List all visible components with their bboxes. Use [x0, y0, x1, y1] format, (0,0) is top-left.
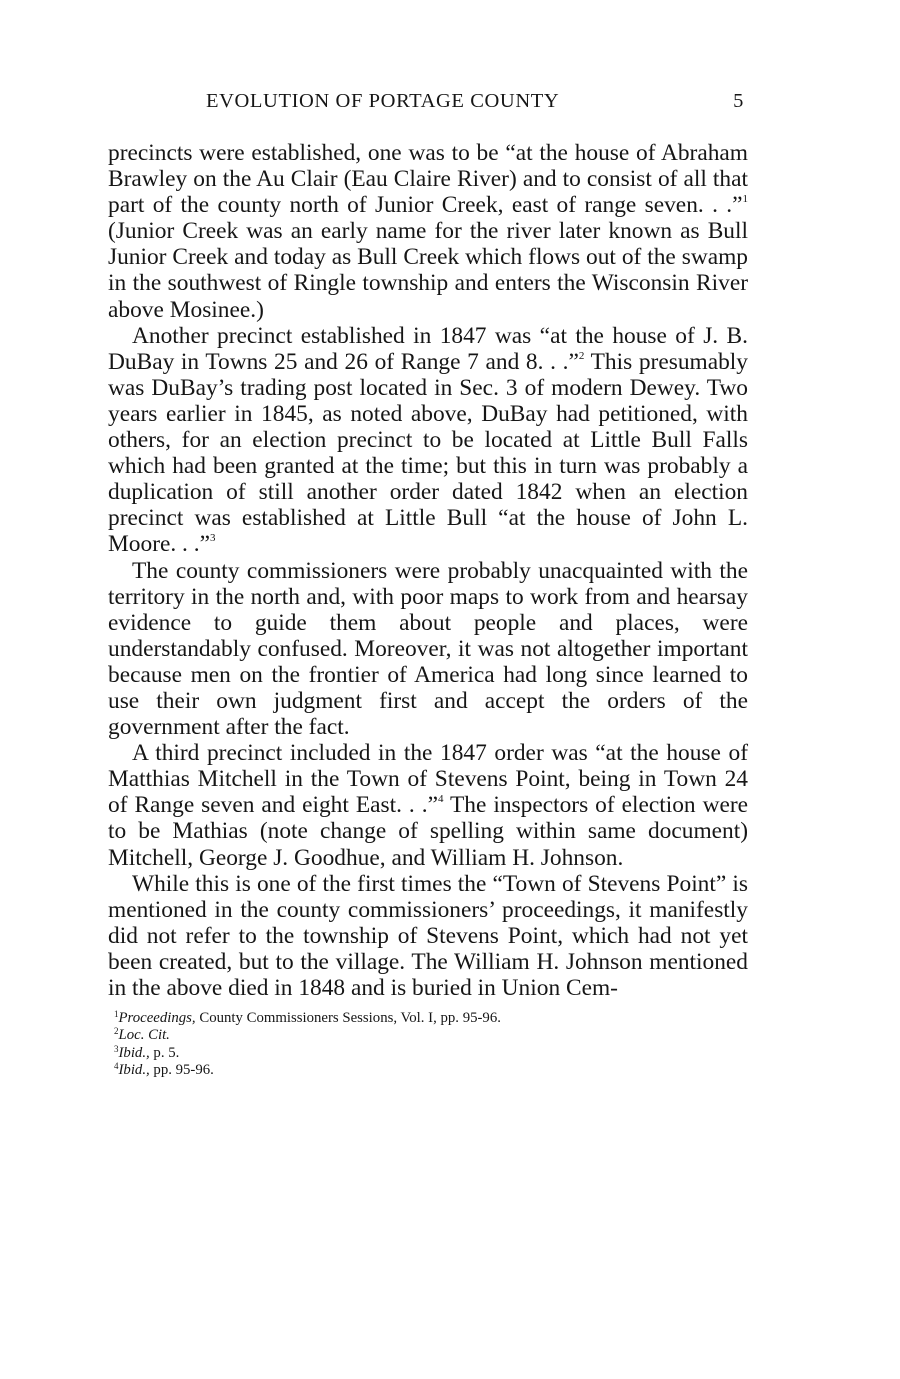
paragraph-text: This presumably was DuBay’s trading post located in Sec. 3 of modern Dewey. Two years earlier in 1845, as noted above, DuBay had petitioned, with others, for an election precinct to be located at Little Bull Falls which had been granted at the time; but this in turn was probably a duplication of still another order dated 1842 when an election precinct was established at Little Bull “at the house of John L. Moore. . .” — [108, 348, 748, 558]
book-page — [108, 90, 748, 1079]
running-title: EVOLUTION OF PORTAGE COUNTY — [206, 90, 560, 112]
paragraph-text: The inspectors of election were to be Mathias (note change of spelling within same document) Mitchell, George J. Goodhue, and William H. Johnson. — [108, 792, 749, 871]
page-number: 5 — [733, 90, 744, 112]
paragraph-3 — [108, 558, 748, 741]
footnote-text: p. 5. — [149, 1044, 180, 1061]
paragraph-text: (Junior Creek was an early name for the river later known as Bull Junior Creek and today as Bull Creek which flows out of the swamp in the southwest of Ringle township and enters the Wisconsin River above Mosinee.) — [108, 218, 748, 323]
footnote-italic: Ibid., — [118, 1061, 150, 1078]
paragraph-text: Another precinct established in 1847 was “at the house of J. B. DuBay in Towns 25 and 26 of Range 7 and 8. . .” — [108, 322, 748, 375]
footnote-italic: Loc. Cit. — [118, 1027, 170, 1044]
footnote-ref: 2 — [578, 349, 585, 362]
footnote-1 — [108, 1010, 748, 1027]
footnote-3 — [108, 1045, 748, 1062]
footnote-text: County Commissioners Sessions, Vol. I, pp. 95-96. — [195, 1010, 501, 1027]
footnote-mark: 4 — [114, 1060, 119, 1071]
paragraph-2 — [108, 323, 748, 558]
paragraph-1 — [108, 140, 748, 323]
footnote-ref: 1 — [742, 193, 748, 206]
paragraph-text: A third precinct included in the 1847 order was “at the house of Matthias Mitchell in the Town of Stevens Point, being in Town 24 of Range seven and eight East. . .” — [108, 740, 748, 819]
footnote-italic: Proceedings, — [118, 1010, 196, 1027]
paragraph-text: The county commissioners were probably unacquainted with the territory in the north and, with poor maps to work from and hearsay evidence to guide them about people and places, were understandably confused. Moreover, it was not altogether important because men on the frontier of America had long since learned to use their own judgment first and accept the orders of the government after the fact. — [108, 557, 748, 741]
footnote-ref: 4 — [437, 793, 444, 806]
paragraph-5 — [108, 871, 748, 1001]
footnote-italic: Ibid., — [118, 1044, 150, 1061]
footnote-4 — [108, 1062, 748, 1079]
paragraph-4 — [108, 740, 748, 870]
body-text — [108, 140, 748, 1001]
footnote-mark: 3 — [114, 1043, 119, 1054]
running-head — [108, 90, 748, 120]
paragraph-text: While this is one of the first times the “Town of Stevens Point” is mentioned in the county commissioners’ proceedings, it manifestly did not refer to the township of Stevens Point, which had not yet been created, but to the village. The William H. Johnson mentioned in the above died in 1848 and is buried in Union Cem- — [108, 870, 748, 1001]
footnote-mark: 1 — [114, 1009, 119, 1020]
footnote-mark: 2 — [114, 1026, 119, 1037]
footnote-ref: 3 — [209, 532, 216, 545]
footnote-text: pp. 95-96. — [149, 1061, 214, 1078]
paragraph-text: precincts were established, one was to be “at the house of Abraham Brawley on the Au Clair (Eau Claire River) and to consist of all that part of the county north of Junior Creek, east of range seven. . .” — [108, 140, 748, 219]
footnote-2 — [108, 1027, 748, 1044]
footnotes — [108, 1010, 748, 1079]
